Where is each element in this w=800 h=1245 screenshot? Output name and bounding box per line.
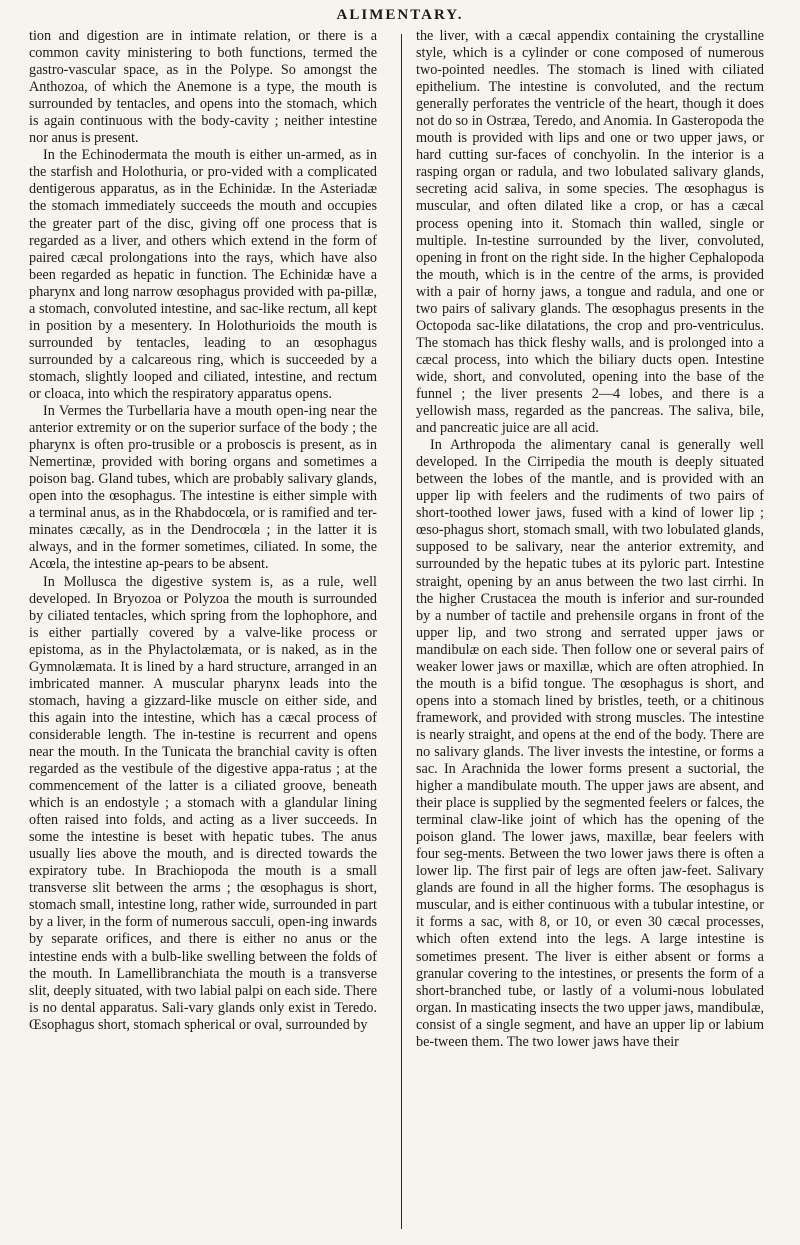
paragraph: the liver, with a cæcal appendix containing the crystalline style, which is a cylinder or cone composed of numerous two-pointed needles. The stomach is lined with ciliated epithelium. The intestine is convoluted, and the rectum generally perforates the ventricle of the heart, though it does not do so in Ostræa, Teredo, and Anomia. In Gasteropoda the mouth is provided with lips and one or two upper jaws, or hard cutting sur-faces of conchyolin. In the interior is a rasping organ or radula, and two lobulated salivary glands, secreting acid saliva, in some species. The œsophagus is muscular, and often dilated like a crop, or has a cæcal process opening into it. Stomach thin walled, single or multiple. In-testine surrounded by the liver, convoluted, opening in front on the right side. In the higher Cephalopoda the mouth, which is in the centre of the arms, is provided with a pair of horny jaws, a tongue and radula, and one or two pairs of salivary glands. The œsophagus presents in the Octopoda sac-like dilatations, the crop and pro-ventriculus. The stomach has thick fleshy walls, and is prolonged into a cæcal process, into which the biliary ducts open. Intestine wide, short, and convoluted, opening into the base of the funnel ; the liver presents 2—4 lobes, and there is a yellowish mass, regarded as the pancreas. The saliva, bile, and pancreatic juice are all acid. — [416, 28, 764, 437]
column-divider — [401, 34, 402, 1229]
paragraph: In Vermes the Turbellaria have a mouth open-ing near the anterior extremity or on the superior surface of the body ; the pharynx is often pro-trusible or a proboscis is present, as in Nemertinæ, provided with boring organs and sometimes a poison bag. Gland tubes, which are probably salivary glands, open into the œsophagus. The intestine is either simple with a terminal anus, as in the Rhabdocœla, or is ramified and ter-minates cæcally, as in the Dendrocœla ; in the latter it is always, and in the former sometimes, ciliated. In some, the Acœla, the intestine ap-pears to be absent. — [29, 403, 377, 573]
paragraph: tion and digestion are in intimate relation, or there is a common cavity ministering to both functions, termed the gastro-vascular space, as in the Polype. So amongst the Anthozoa, of which the Anemone is a type, the mouth is surrounded by tentacles, and opens into the stomach, which is again continuous with the body-cavity ; neither intestine nor anus is present. — [29, 28, 377, 147]
paragraph: In the Echinodermata the mouth is either un-armed, as in the starfish and Holothuria, or pro-vided with a complicated dentigerous apparatus, as in the Echinidæ. In the Asteriadæ the stomach immediately succeeds the mouth and occupies the greater part of the disc, giving off one process that is regarded as a liver, and others which extend in the form of paired cæcal prolongations into the rays, which have also been regarded as hepatic in function. The Echinidæ have a pharynx and long narrow œsophagus provided with pa-pillæ, a stomach, convoluted intestine, and sac-like rectum, all kept in position by a mesentery. In Holothurioids the mouth is surrounded by tentacles, leading to an œsophagus surrounded by a calcareous ring, which is succeeded by a stomach, slightly looped and ciliated, intestine, and rectum or cloaca, into which the respiratory apparatus opens. — [29, 147, 377, 402]
right-column — [416, 28, 764, 1051]
left-column — [29, 28, 377, 1034]
paragraph: In Mollusca the digestive system is, as a rule, well developed. In Bryozoa or Polyzoa the mouth is surrounded by ciliated tentacles, which spring from the lophophore, and is either partially covered by a valve-like process or epistoma, as in the Phylactolæmata, or is naked, as in the Gymnolæmata. It is lined by a hard structure, arranged in an imbricated manner. A muscular pharynx leads into the stomach, having a gizzard-like muscle on either side, and this again into the intestine, which has a cæcal process of considerable length. The in-testine is recurrent and opens near the mouth. In the Tunicata the branchial cavity is often regarded as the vestibule of the digestive appa-ratus ; at the commencement of the latter is a ciliated groove, beneath which is an endostyle ; a stomach with a glandular lining often raised into folds, and acting as a liver succeeds. In some the intestine is beset with hepatic tubes. The anus usually lies above the mouth, and is directed towards the expiratory tube. In Brachiopoda the mouth is a small transverse slit between the arms ; the œsophagus is short, stomach small, intestine long, rather wide, surrounded in part by a liver, in the form of numerous sacculi, open-ing inwards by separate orifices, and there is either no anus or the intestine ends with a bulb-like swelling between the folds of the mouth. In Lamellibranchiata the mouth is a transverse slit, deeply situated, with two labial palpi on each side. There is no dental apparatus. Sali-vary glands only exist in Teredo. Œsophagus short, stomach spherical or oval, surrounded by — [29, 573, 377, 1033]
running-head: ALIMENTARY. — [336, 7, 464, 23]
paragraph: In Arthropoda the alimentary canal is generally well developed. In the Cirripedia the mouth is deeply situated between the lobes of the mantle, and is provided with an upper lip with feelers and the rudiments of two pairs of short-toothed lower jaws, fused with a kind of lower lip ; œso-phagus short, stomach small, with two lobulated glands, supposed to be salivary, near the anterior extremity, and surrounded by the hepatic tubes at its pyloric part. Intestine straight, opening by an anus between the two last cirrhi. In the higher Crustacea the mouth is inferior and sur-rounded by a number of tactile and prehensile organs in front of the upper lip, and two strong and serrated upper jaws or mandibulæ on each side. Then follow one or several pairs of weaker lower jaws or maxillæ, which are often atrophied. In the mouth is a bifid tongue. The œsophagus is short, and opens into a stomach lined by bristles, teeth, or a chitinous framework, and provided with strong muscles. The intestine is nearly straight, and opens at the end of the body. There are no salivary glands. The liver invests the intestine, or forms a sac. In Arachnida the lower forms present a suctorial, the higher a mandibulate mouth. The upper jaws are absent, and their place is supplied by the segmented feelers or falces, the terminal claw-like joint of which has the opening of the poison gland. The lower jaws, maxillæ, bear feelers with four seg-ments. Between the two lower jaws there is often a lower lip. The first pair of legs are often jaw-feet. Salivary glands are found in all the higher forms. The œsophagus is muscular, and is either continuous with a tubular intestine, or it forms a sac, with 8, or 10, or even 30 cæcal processes, which often extend into the legs. A large intestine is sometimes present. The liver is either absent or forms a granular covering to the intestines, or presents the form of a short-branched tube, or lastly of a volumi-nous lobulated organ. In masticating insects the two upper jaws, mandibulæ, consist of a single segment, and have an upper lip or labium be-tween them. The two lower jaws have their — [416, 437, 764, 1050]
